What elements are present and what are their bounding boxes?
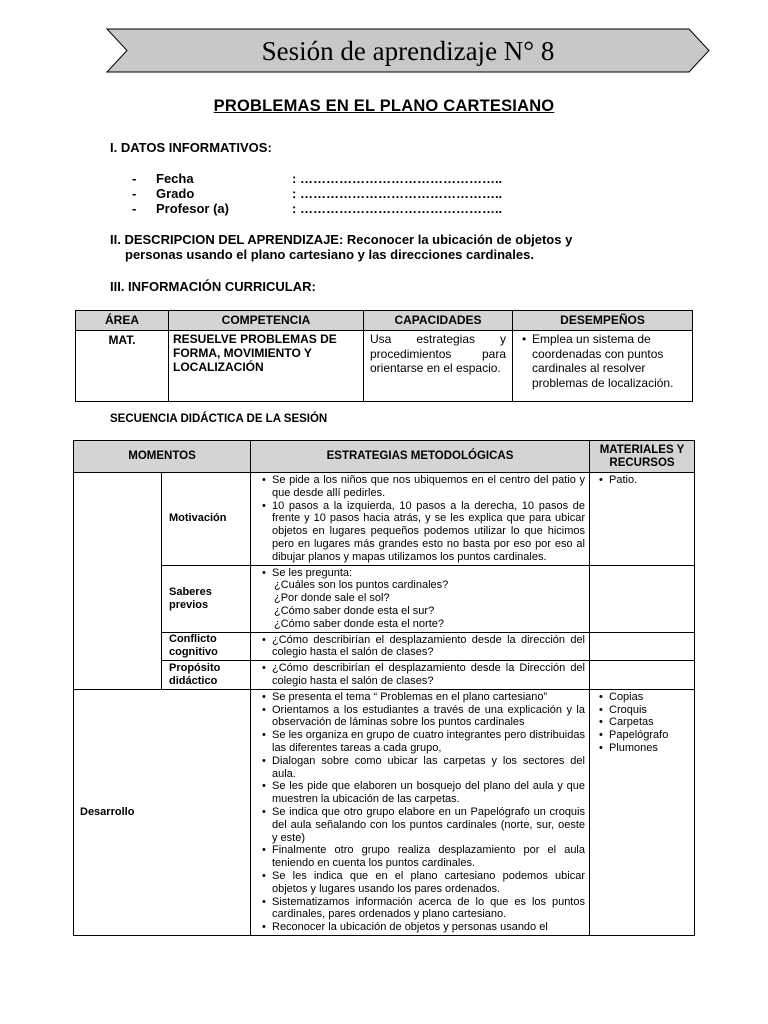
info-label: Grado (156, 186, 195, 201)
materials-motivacion (590, 473, 695, 566)
info-dash: - (132, 171, 137, 186)
moment-inicio (74, 473, 162, 690)
sub-proposito-didactico: Propósito didáctico (162, 661, 251, 690)
cell-capacidades: Usa estrategias y procedimientos para orientarse en el espacio. (364, 331, 513, 402)
materials-conflicto (590, 632, 695, 661)
curricular-table (75, 310, 693, 402)
question-item: ¿Cuáles son los puntos cardinales? (274, 579, 449, 592)
cell-competencia: RESUELVE PROBLEMAS DE FORMA, MOVIMIENTO Y LOCALIZACIÓN (169, 331, 364, 402)
strategy-item: • Finalmente otro grupo realiza desplazamiento por el aula teniendo en cuenta los puntos cardinales. (272, 844, 585, 870)
info-value: : ……………………………………….. (292, 186, 503, 201)
material-item: • Copias (609, 691, 690, 704)
strategy-item: • Reconocer la ubicación de objetos y personas usando el (272, 921, 585, 934)
datos-informativos (132, 171, 552, 216)
strategy-item: • ¿Cómo describirían el desplazamiento desde la Dirección del colegio hasta el salón de clases? (272, 662, 585, 688)
strategy-item: • Orientamos a los estudiantes a través de una explicación y la observación de láminas sobre los puntos cardinales (272, 704, 585, 730)
info-dash: - (132, 186, 137, 201)
cell-desempenos (513, 331, 693, 402)
row-conflicto (74, 632, 695, 661)
header-competencia: COMPETENCIA (169, 311, 364, 331)
sub-motivacion: Motivación (162, 473, 251, 566)
header-momentos: MOMENTOS (74, 441, 251, 473)
info-label: Profesor (a) (156, 201, 229, 216)
question-item: ¿Cómo saber donde esta el sur? (274, 604, 435, 617)
curricular-row (76, 331, 693, 402)
strategies-saberes (251, 565, 590, 632)
material-item: • Patio. (609, 474, 690, 487)
desempeno-item: • Emplea un sistema de coordenadas con puntos cardinales al resolver problemas de localización. (532, 332, 686, 390)
materials-proposito (590, 661, 695, 690)
strategy-item: • Se indica que otro grupo elabore en un Papelógrafo un croquis del aula señalando con los puntos cardinales (norte, sur, oeste y este) (272, 806, 585, 844)
sequence-table (73, 440, 695, 936)
strategy-item: • Sistematizamos información acerca de lo que es los puntos cardinales, pares ordenados y plano cartesiano. (272, 896, 585, 922)
info-value: : ……………………………………….. (292, 201, 503, 216)
descripcion-line-1: II. DESCRIPCION DEL APRENDIZAJE: Reconocer la ubicación de objetos y (110, 232, 573, 247)
sub-saberes-previos: Saberes previos (162, 565, 251, 632)
materials-saberes (590, 565, 695, 632)
strategy-item: • Se les indica que en el plano cartesiano podemos ubicar objetos y lugares usando los pares ordenados. (272, 870, 585, 896)
strategy-item: • Dialogan sobre como ubicar las carpetas y los sectores del aula. (272, 755, 585, 781)
sub-conflicto-cognitivo: Conflicto cognitivo (162, 632, 251, 661)
row-saberes (74, 565, 695, 632)
sequence-title: SECUENCIA DIDÁCTICA DE LA SESIÓN (110, 413, 328, 425)
row-proposito (74, 661, 695, 690)
strategy-item: • 10 pasos a la izquierda, 10 pasos a la derecha, 10 pasos de frente y 10 pasos hacia atrás, y se les explica que para ubicar objetos en lugares pequeños podemos utilizar lo que hicimos pero en lugares más grandes esto no basta por eso por eso al dibujar planos y mapas utilizamos los puntos cardinales. (272, 500, 585, 564)
info-value: : ……………………………………….. (292, 171, 503, 186)
descripcion-aprendizaje (110, 232, 657, 262)
section-datos-heading: I. DATOS INFORMATIVOS: (110, 140, 272, 155)
strategy-item: • Se les organiza en grupo de cuatro integrantes pero distribuidas las diferentes tareas a cada grupo, (272, 729, 585, 755)
info-row-profesor (132, 201, 552, 216)
strategy-item: • Se pide a los niños que nos ubiquemos en el centro del patio y que desde allí pedirles. (272, 474, 585, 500)
info-dash: - (132, 201, 137, 216)
strategies-desarrollo (251, 689, 590, 935)
info-label: Fecha (156, 171, 194, 186)
strategies-conflicto (251, 632, 590, 661)
strategy-item: • ¿Cómo describirían el desplazamiento desde la dirección del colegio hasta el salón de clases? (272, 634, 585, 660)
header-capacidades: CAPACIDADES (364, 311, 513, 331)
header-materiales: MATERIALES Y RECURSOS (590, 441, 695, 473)
info-row-fecha (132, 171, 552, 186)
header-estrategias: ESTRATEGIAS METODOLÓGICAS (251, 441, 590, 473)
row-motivacion (74, 473, 695, 566)
page-title: PROBLEMAS EN EL PLANO CARTESIANO (213, 97, 555, 115)
strategies-motivacion (251, 473, 590, 566)
strategy-item: • Se les pide que elaboren un bosquejo del plano del aula y que muestren la ubicación de las carpetas. (272, 780, 585, 806)
descripcion-line-2: personas usando el plano cartesiano y las direcciones cardinales. (125, 247, 534, 262)
question-item: ¿Cómo saber donde esta el norte? (274, 617, 444, 630)
material-item: • Carpetas (609, 716, 690, 729)
curricular-header-row (76, 311, 693, 331)
moment-desarrollo: Desarrollo (74, 689, 251, 935)
session-title: Sesión de aprendizaje N° 8 (261, 36, 555, 66)
cell-area: MAT. (76, 331, 169, 402)
materials-desarrollo (590, 689, 695, 935)
header-desempenos: DESEMPEÑOS (513, 311, 693, 331)
material-item: • Papelógrafo (609, 729, 690, 742)
strategies-proposito (251, 661, 590, 690)
material-item: • Plumones (609, 742, 690, 755)
strategy-item: • Se les pregunta: (272, 567, 585, 580)
strategy-item: • Se presenta el tema “ Problemas en el plano cartesiano” (272, 691, 585, 704)
header-area: ÁREA (76, 311, 169, 331)
sequence-header-row (74, 441, 695, 473)
question-item: ¿Por donde sale el sol? (274, 592, 390, 605)
info-row-grado (132, 186, 552, 201)
section-curricular-heading: III. INFORMACIÓN CURRICULAR: (110, 279, 316, 294)
row-desarrollo (74, 689, 695, 935)
material-item: • Croquis (609, 704, 690, 717)
session-banner (105, 28, 711, 73)
